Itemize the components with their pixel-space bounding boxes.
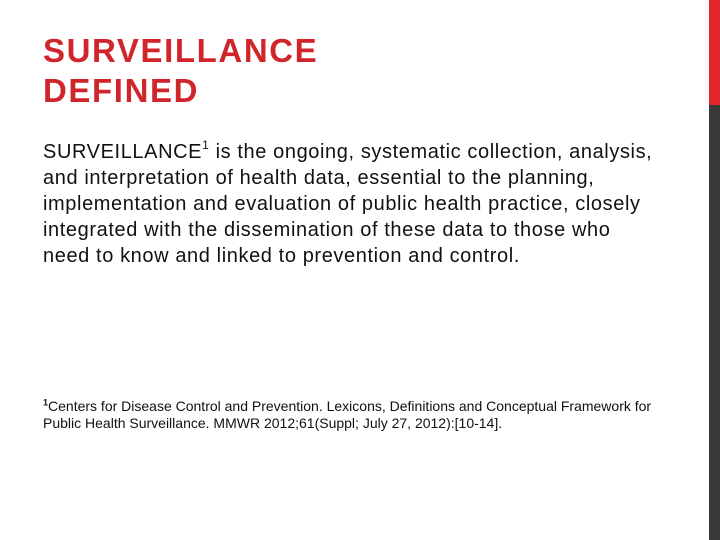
- definition-paragraph: [43, 139, 658, 269]
- slide-title: [43, 31, 663, 111]
- definition-text: is the ongoing, systematic collection, analysis, and interpretation of health data, essential to the planning, implementation and evaluation of public health practice, closely integrated with the dissemination of these data to those who need to know and linked to prevention and control.: [43, 141, 653, 267]
- footnote: [43, 398, 663, 432]
- definition-term: SURVEILLANCE: [43, 141, 203, 163]
- accent-bar-gray: [709, 105, 720, 540]
- footnote-text: Centers for Disease Control and Prevention. Lexicons, Definitions and Conceptual Framework for Public Health Surveillance. MMWR 2012;61(Suppl; July 27, 2012):[10-14].: [43, 398, 652, 431]
- title-line-2: DEFINED: [43, 72, 200, 109]
- footnote-marker: 1: [43, 397, 49, 408]
- accent-bar-red: [709, 0, 720, 105]
- title-line-1: SURVEILLANCE: [43, 32, 319, 69]
- citation-superscript: 1: [202, 138, 210, 153]
